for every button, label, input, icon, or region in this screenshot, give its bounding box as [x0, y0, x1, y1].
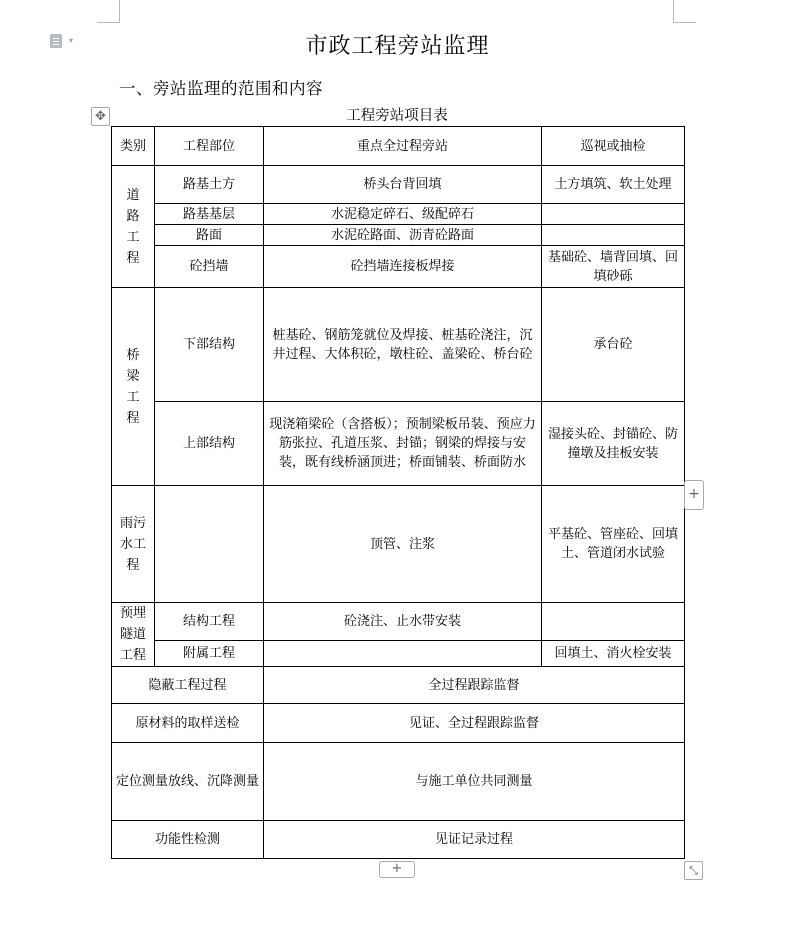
category-cell-tunnel [112, 603, 155, 667]
add-row-plus-icon[interactable]: + [379, 861, 415, 878]
part-cell: 下部结构 [155, 288, 264, 402]
table-row [112, 166, 685, 204]
item-label-cell: 原材料的取样送检 [112, 704, 264, 743]
patrol-cell: 承台砼 [542, 288, 685, 402]
item-value-cell: 见证记录过程 [264, 821, 685, 859]
table-row [112, 204, 685, 225]
page-corner-mark-right [673, 0, 696, 23]
item-value-cell: 与施工单位共同测量 [264, 743, 685, 821]
table-row [112, 603, 685, 641]
category-label: 桥梁工程 [126, 347, 140, 426]
table-row [112, 402, 685, 486]
item-label-cell: 定位测量放线、沉降测量 [112, 743, 264, 821]
table-row [112, 704, 685, 743]
table-row [112, 246, 685, 288]
patrol-cell: 回填土、消火栓安装 [542, 641, 685, 667]
part-cell: 上部结构 [155, 402, 264, 486]
patrol-cell [542, 603, 685, 641]
move-arrows-icon[interactable]: ✥ [91, 107, 110, 126]
part-cell: 附属工程 [155, 641, 264, 667]
key-cell: 水泥稳定碎石、级配碎石 [264, 204, 542, 225]
table-header-row [112, 127, 685, 166]
key-cell: 砼挡墙连接板焊接 [264, 246, 542, 288]
patrol-cell: 湿接头砼、封锚砼、防撞墩及挂板安装 [542, 402, 685, 486]
category-label: 预埋隧道工程 [119, 606, 146, 663]
category-label: 道路工程 [126, 187, 140, 266]
table-row [112, 486, 685, 603]
part-cell: 路基基层 [155, 204, 264, 225]
part-cell: 砼挡墙 [155, 246, 264, 288]
key-cell: 水泥砼路面、沥青砼路面 [264, 225, 542, 246]
part-cell: 路面 [155, 225, 264, 246]
page-corner-mark-left [97, 0, 120, 23]
header-part: 工程部位 [155, 127, 264, 166]
key-cell: 顶管、注浆 [264, 486, 542, 603]
category-label: 雨污水工程 [119, 515, 146, 573]
table-row [112, 821, 685, 859]
table-caption: 工程旁站项目表 [346, 108, 448, 124]
table-row [112, 641, 685, 667]
section-heading: 一、旁站监理的范围和内容 [119, 79, 323, 98]
patrol-cell: 基础砼、墙背回填、回填砂砾 [542, 246, 685, 288]
resize-diagonal-icon[interactable]: ⤡ [684, 861, 703, 880]
header-key-supervision: 重点全过程旁站 [264, 127, 542, 166]
part-cell: 结构工程 [155, 603, 264, 641]
category-cell-road [112, 166, 155, 288]
table-row [112, 667, 685, 704]
part-cell: 路基土方 [155, 166, 264, 204]
table-row [112, 288, 685, 402]
key-cell: 桥头台背回填 [264, 166, 542, 204]
item-value-cell: 全过程跟踪监督 [264, 667, 685, 704]
item-label-cell: 功能性检测 [112, 821, 264, 859]
key-cell: 砼浇注、止水带安装 [264, 603, 542, 641]
key-cell: 桩基砼、钢筋笼就位及焊接、桩基砼浇注，沉井过程、大体积砼，墩柱砼、盖梁砼、桥台砼 [264, 288, 542, 402]
part-cell [155, 486, 264, 603]
header-patrol-check: 巡视或抽检 [542, 127, 685, 166]
table-row [112, 743, 685, 821]
add-column-plus-icon[interactable]: + [684, 480, 704, 510]
key-cell: 现浇箱梁砼（含搭板）；预制梁板吊装、预应力筋张拉、孔道压浆、封锚；钢梁的焊接与安装，既有线桥涵顶进；桥面铺装、桥面防水 [264, 402, 542, 486]
supervision-table [111, 126, 685, 859]
patrol-cell: 土方填筑、软土处理 [542, 166, 685, 204]
key-cell [264, 641, 542, 667]
category-cell-sewer [112, 486, 155, 603]
patrol-cell [542, 204, 685, 225]
patrol-cell: 平基砼、管座砼、回填土、管道闭水试验 [542, 486, 685, 603]
table-row [112, 225, 685, 246]
header-category: 类别 [112, 127, 155, 166]
document-title: 市政工程旁站监理 [305, 34, 490, 59]
item-label-cell: 隐蔽工程过程 [112, 667, 264, 704]
patrol-cell [542, 225, 685, 246]
item-value-cell: 见证、全过程跟踪监督 [264, 704, 685, 743]
chevron-down-icon[interactable]: ▾ [69, 36, 74, 45]
category-cell-bridge [112, 288, 155, 486]
